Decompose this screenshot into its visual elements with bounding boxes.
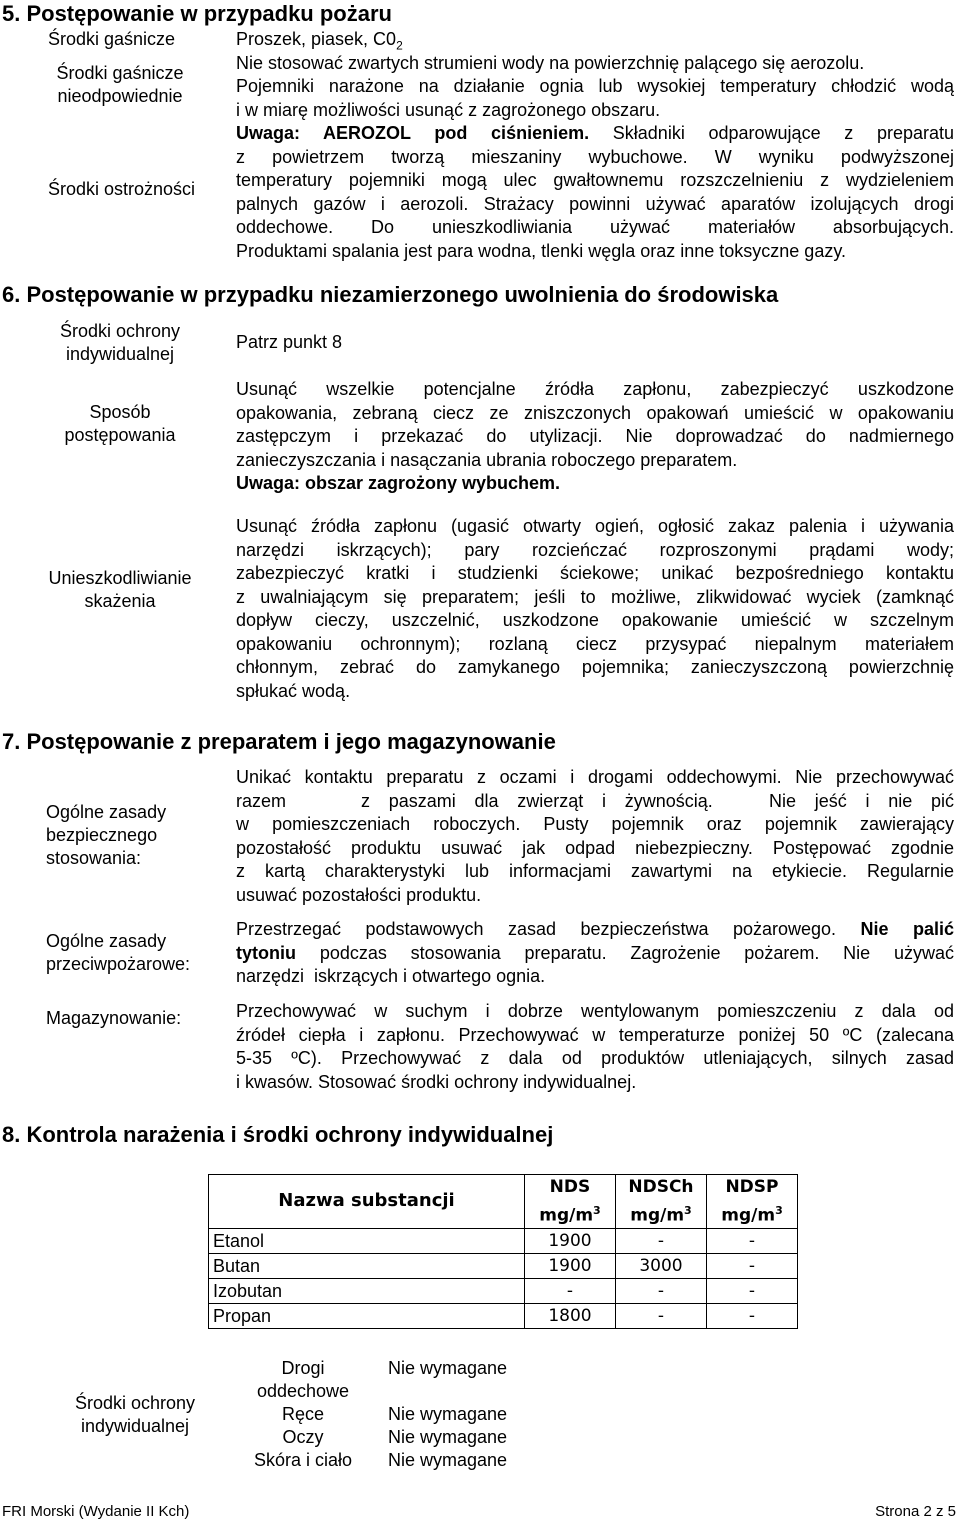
substance-name: Etanol — [209, 1228, 525, 1253]
procedure-label: Sposób postępowania — [64, 402, 176, 445]
table-row — [209, 1278, 798, 1303]
ppe-skin-value: Nie wymagane — [388, 1450, 508, 1470]
ppe-item-names — [238, 1357, 368, 1472]
ndsch-value: - — [615, 1278, 706, 1303]
procedure-text: Usunąć wszelkie potencjalne źródła zapłonu, zabezpieczyć uszkodzone opakowania, zebraną ciecz ze zniszczonych opakowań umieścić w opakowaniu zastępczym i przekazać do utylizacji. Nie doprowadzać do nadmiernego zanieczyszczania i nasączania ubrania roboczego preparatem. Uwaga: obszar zagrożony wybuchem. — [236, 379, 954, 493]
ndsp-value: - — [706, 1278, 797, 1303]
footer-page-number: Strona 2 z 5 — [875, 1503, 956, 1520]
ndsp-value: - — [706, 1228, 797, 1253]
ndsch-value: - — [615, 1303, 706, 1328]
extinguishing-media-label: Środki gaśnicze — [48, 29, 176, 49]
extinguishing-media-text: Proszek, piasek, $C0_2$ — [236, 29, 403, 53]
section-8-title: 8. Kontrola narażenia i środki ochrony indywidualnej — [2, 1122, 554, 1147]
section-7-title: 7. Postępowanie z preparatem i jego magazynowanie — [2, 729, 556, 754]
footer-left: FRI Morski (Wydanie II Kch) — [2, 1503, 190, 1520]
header-ndsp: NDSP — [706, 1175, 797, 1200]
ndsp-value: - — [706, 1253, 797, 1278]
ppe-hands-label: Ręce — [281, 1404, 325, 1424]
decontamination-label: Unieszkodliwianie skażenia — [48, 568, 192, 611]
header-ndsch: NDSCh — [615, 1175, 706, 1200]
section-6-title: 6. Postępowanie w przypadku niezamierzonego uwolnienia do środowiska — [2, 282, 779, 307]
decontamination-text: Usunąć źródła zapłonu (ugasić otwarty ogień, ogłosić zakaz palenia i używania narzędzi iskrzących); pary rozcieńczać rozproszonymi prądami wody; zabezpieczyć kratki i studzienki ściekowe; unikać bezpośredniego kontaktu z uwalniającym się preparatem; jeśli to możliwe, zlikwidować wyciek (zamknąć dopływ cieczy, uszczelnić, uszkodzone opakowanie umieścić w szczelnym opakowaniu ochronnym); rozlaną ciecz przysypać niepalnym materiałem chłonnym, zebrać do zamykanego pojemnika; zanieczyszczoną powierzchnię spłukać wodą. — [236, 516, 954, 701]
fire-prevention-label: Ogólne zasady przeciwpożarowe: — [46, 931, 191, 974]
header-nds: NDS — [524, 1175, 615, 1200]
ppe-label: Środki ochrony indywidualnej — [74, 1393, 196, 1436]
unsuitable-media-text: Nie stosować zwartych strumieni wody na powierzchnię palącego się aerozolu. — [236, 53, 865, 73]
section-5-title: 5. Postępowanie w przypadku pożaru — [2, 1, 392, 26]
ppe-respiratory-value: Nie wymagane — [388, 1358, 508, 1378]
nds-value: 1900 — [524, 1253, 615, 1278]
personal-protection-label: Środki ochrony indywidualnej — [59, 321, 181, 364]
unsuitable-media-label: Środki gaśnicze nieodpowiednie — [56, 63, 184, 106]
table-row — [209, 1228, 798, 1253]
precautions-text: Pojemniki narażone na działanie ognia lub wysokiej temperatury chłodzić wodą i w miarę możliwości usunąć z zagrożonego obszaru. Uwaga: AEROZOL pod ciśnieniem. Składniki odparowujące z preparatu z powietrzem tworzą mieszaniny wybuchowe. W wyniku podwyższonej temperatury pojemniki mogą ulec gwałtownemu rozszczelnieniu z wydzieleniem palnych gazów i aerozoli. Strażacy powinni używać aparatów izolujących drogi oddechowe. Do unieszkodliwiania używać materiałów absorbujących. Produktami spalania jest para wodna, tlenki węgla oraz inne toksyczne gazy. — [236, 76, 954, 261]
storage-text: Przechowywać w suchym i dobrze wentylowanym pomieszczeniu z dala od źródeł ciepła i zapłonu. Przechowywać w temperaturze poniżej 50 ºC (zalecana 5-35 ºC). Przechowywać z dala od produktów utleniających, silnych zasad i kwasów. Stosować środki ochrony indywidualnej. — [236, 1001, 954, 1092]
ppe-skin-label: Skóra i ciało — [253, 1450, 353, 1470]
ppe-hands-value: Nie wymagane — [388, 1404, 508, 1424]
table-row — [209, 1253, 798, 1278]
safe-handling-text: Unikać kontaktu preparatu z oczami i drogami oddechowymi. Nie przechowywać razem z paszami dla zwierząt i żywnością. Nie jeść i nie pić w pomieszczeniach roboczych. Pusty pojemnik oraz pojemnik zawierający pozostałość produktu usuwać jak odpad niebezpieczny. Postępować zgodnie z kartą charakterystyki lub informacjami zawartymi na etykiecie. Regularnie usuwać pozostałości produktu. — [236, 767, 954, 905]
safe-handling-label: Ogólne zasady bezpiecznego stosowania: — [46, 802, 167, 868]
substance-name: Propan — [209, 1303, 525, 1328]
header-substance: Nazwa substancji — [209, 1175, 525, 1229]
unit-ndsch: $mg/m^3$ — [615, 1199, 706, 1228]
ppe-respiratory-label: Drogi — [281, 1358, 325, 1378]
fire-prevention-text: Przestrzegać podstawowych zasad bezpieczeństwa pożarowego. Nie palić tytoniu podczas stosowania preparatu. Zagrożenie pożarem. Nie używać narzędzi iskrzących i otwartego ognia. — [236, 919, 954, 986]
exposure-limits-table — [208, 1174, 798, 1329]
storage-label: Magazynowanie: — [46, 1008, 182, 1028]
ndsch-value: 3000 — [615, 1253, 706, 1278]
table-row — [209, 1303, 798, 1328]
unit-nds: $mg/m^3$ — [524, 1199, 615, 1228]
substance-name: Izobutan — [209, 1278, 525, 1303]
ppe-respiratory-label-2: oddechowe — [256, 1381, 350, 1401]
unit-ndsp: $mg/m^3$ — [706, 1199, 797, 1228]
nds-value: - — [524, 1278, 615, 1303]
precautions-label: Środki ostrożności — [48, 179, 196, 199]
ppe-eyes-label: Oczy — [282, 1427, 324, 1447]
substance-name: Butan — [209, 1253, 525, 1278]
nds-value: 1900 — [524, 1228, 615, 1253]
co2-subscript: 2 — [396, 38, 403, 53]
table-header-row — [209, 1175, 798, 1200]
ndsp-value: - — [706, 1303, 797, 1328]
personal-protection-text: Patrz punkt 8 — [236, 332, 343, 352]
nds-value: 1800 — [524, 1303, 615, 1328]
ppe-eyes-value: Nie wymagane — [388, 1427, 508, 1447]
ndsch-value: - — [615, 1228, 706, 1253]
